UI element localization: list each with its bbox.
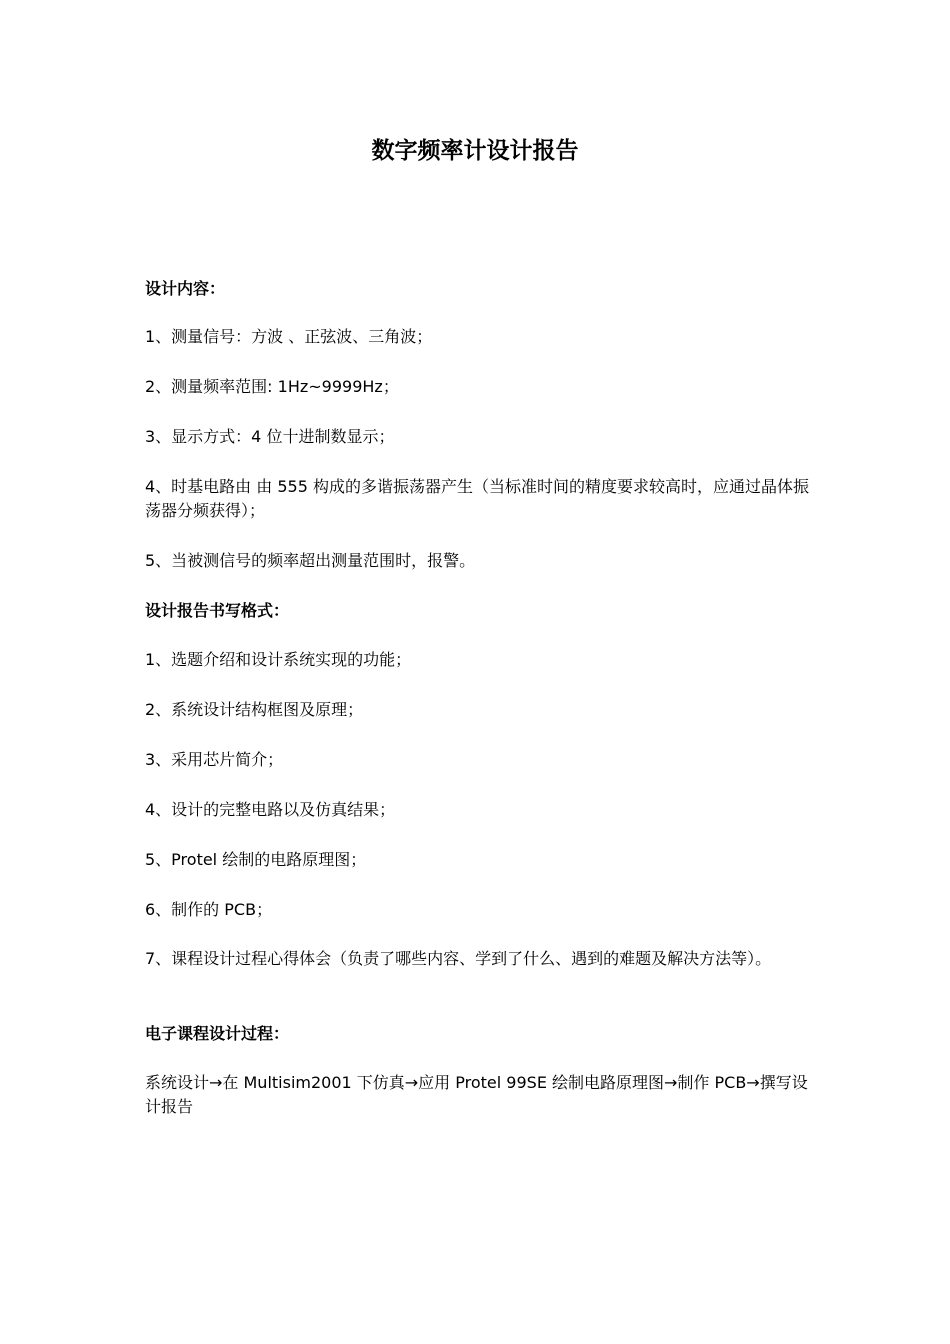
design-content-item-2: 2、测量频率范围: 1Hz~9999Hz；: [145, 377, 399, 396]
report-format-item-1: 1、选题介绍和设计系统实现的功能；: [145, 650, 412, 669]
report-format-item-2: 2、系统设计结构框图及原理；: [145, 700, 364, 719]
report-format-item-5: 5、Protel 绘制的电路原理图；: [145, 850, 367, 869]
design-content-item-3: 3、显示方式：4 位十进制数显示；: [145, 427, 395, 446]
design-content-item-5: 5、当被测信号的频率超出测量范围时，报警。: [145, 551, 476, 570]
section-heading-report-format: 设计报告书写格式：: [145, 601, 290, 620]
document-title: 数字频率计设计报告: [371, 138, 579, 164]
report-format-item-7: 7、课程设计过程心得体会（负责了哪些内容、学到了什么、遇到的难题及解决方法等）。: [145, 949, 772, 968]
design-content-item-1: 1、测量信号：方波 、正弦波、三角波；: [145, 327, 433, 346]
report-format-item-4: 4、设计的完整电路以及仿真结果；: [145, 800, 396, 819]
report-format-item-3: 3、采用芯片简介；: [145, 750, 284, 769]
report-format-item-6: 6、制作的 PCB；: [145, 900, 273, 919]
section-heading-design-content: 设计内容：: [145, 279, 226, 298]
design-process-text: 系统设计→在 Multisim2001 下仿真→应用 Protel 99SE 绘制电路原理图→制作 PCB→撰写设计报告: [145, 1073, 808, 1116]
design-content-item-4: 4、时基电路由 由 555 构成的多谐振荡器产生（当标准时间的精度要求较高时，应通过晶体振荡器分频获得）；: [145, 477, 809, 520]
section-heading-design-process: 电子课程设计过程：: [145, 1024, 290, 1043]
